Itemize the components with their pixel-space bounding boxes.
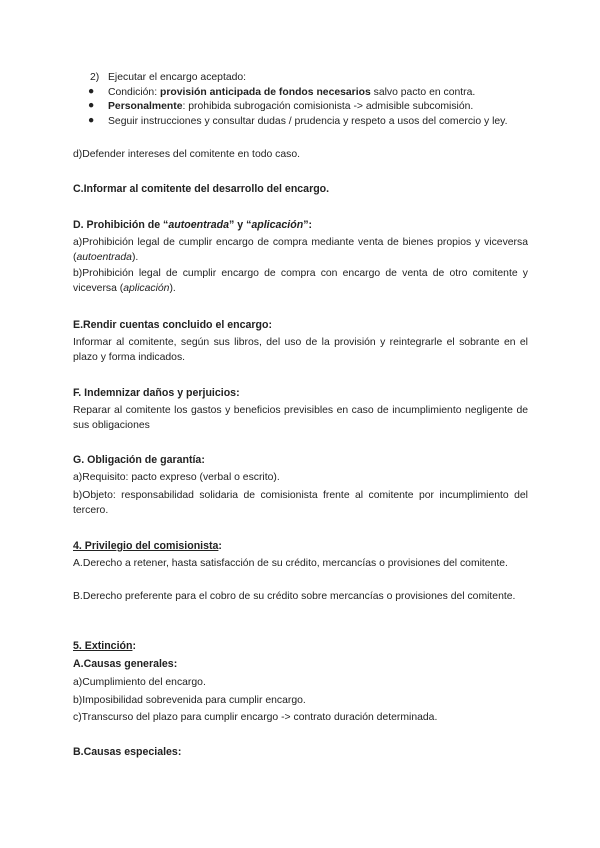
item-text: Ejecutar el encargo aceptado: [108,72,247,83]
paragraph: Reparar al comitente los gastos y beneficios previsibles en caso de incumplimiento negligente de sus obligaciones [73,405,528,431]
bullet-item: Personalmente: prohibida subrogación comisionista -> admisible subcomisión. [108,101,474,112]
section-heading: E.Rendir cuentas concluido el encargo: [73,319,272,331]
section-heading: G. Obligación de garantía: [73,454,205,466]
paragraph: b)Objeto: responsabilidad solidaria de comisionista frente al comitente por incumplimiento del tercero. [73,490,528,516]
paragraph: b)Imposibilidad sobrevenida para cumplir encargo. [73,695,306,706]
subsection-heading: A.Causas generales: [73,658,178,670]
section-heading: C.Informar al comitente del desarrollo del encargo. [73,183,330,195]
bullet-item: Condición: provisión anticipada de fondos necesarios salvo pacto en contra. [108,87,476,98]
paragraph: b)Prohibición legal de cumplir encargo de compra con encargo de venta de otro comitente y viceversa (aplicación). [73,268,528,294]
subsection-heading: B.Causas especiales: [73,746,182,758]
paragraph: A.Derecho a retener, hasta satisfacción de su crédito, mercancías o provisiones del comitente. [73,558,508,569]
paragraph: a)Requisito: pacto expreso (verbal o escrito). [73,472,280,483]
section-heading: 5. Extinción: [73,640,136,652]
paragraph: d)Defender intereses del comitente en todo caso. [73,149,300,160]
bullet-icon: ● [88,86,95,97]
section-heading: 4. Privilegio del comisionista: [73,540,222,552]
bullet-icon: ● [88,115,95,126]
paragraph: c)Transcurso del plazo para cumplir encargo -> contrato duración determinada. [73,712,438,723]
item-number: 2) [90,72,100,83]
bullet-item: Seguir instrucciones y consultar dudas / prudencia y respeto a usos del comercio y ley. [108,116,508,127]
bullet-icon: ● [88,100,95,111]
paragraph: a)Cumplimiento del encargo. [73,677,206,688]
section-heading: D. Prohibición de “autoentrada” y “aplicación”: [73,219,313,231]
paragraph: a)Prohibición legal de cumplir encargo de compra mediante venta de bienes propios y viceversa (autoentrada). [73,237,528,263]
paragraph: B.Derecho preferente para el cobro de su crédito sobre mercancías o provisiones del comitente. [73,591,516,602]
paragraph: Informar al comitente, según sus libros, del uso de la provisión y reintegrarle el sobrante en el plazo y forma indicados. [73,337,528,363]
section-heading: F. Indemnizar daños y perjuicios: [73,387,240,399]
